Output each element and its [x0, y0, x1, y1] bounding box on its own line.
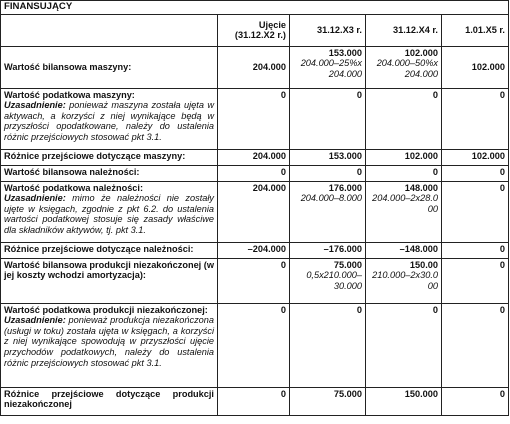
cell — [442, 181, 509, 242]
value: 150.000 — [404, 388, 438, 399]
row-label: Wartość bilansowa maszyny: — [1, 46, 218, 88]
cell — [366, 242, 442, 258]
cell — [290, 242, 366, 258]
header-col-2: 31.12.X3 r. — [290, 14, 366, 46]
formula: 204.000–50%x 204.000 — [376, 58, 438, 79]
cell — [366, 88, 442, 149]
cell — [290, 181, 366, 242]
cell — [290, 258, 366, 303]
value: 176.000 — [328, 182, 362, 193]
value: 75.000 — [333, 388, 362, 399]
value: 0 — [499, 243, 505, 254]
header-col-1: Ujęcie (31.12.X2 r.) — [218, 14, 290, 46]
cell — [366, 165, 442, 181]
value: 0 — [280, 259, 286, 270]
cell — [218, 88, 290, 149]
formula: 0,5x210.000–30.000 — [306, 270, 362, 291]
formula: 204.000–8.000 — [300, 193, 362, 204]
value: 102.000 — [471, 150, 505, 161]
value: 0 — [356, 89, 362, 100]
cell — [290, 303, 366, 387]
row-label-block — [1, 88, 218, 149]
row-wip-tax-value — [1, 303, 509, 387]
row-machine-book-value — [1, 46, 509, 88]
cell — [442, 303, 509, 387]
value: 75.000 — [333, 259, 362, 270]
cell — [442, 258, 509, 303]
cell — [442, 88, 509, 149]
value: 0 — [499, 304, 505, 315]
cell — [442, 387, 509, 415]
cell — [290, 387, 366, 415]
value: 204.000 — [252, 182, 286, 193]
row-label: Wartość podatkowa produkcji niezakończonej: — [4, 304, 208, 315]
justification-text: ponieważ maszyna została ujęta w aktywach, a korzyści z niej wynikające będą w przyszłości opodatkowane, należy do ustalenia różnic przejściowych stosować pkt 3.1. — [4, 100, 214, 142]
row-receivables-book-value — [1, 165, 509, 181]
cell — [366, 258, 442, 303]
header-empty-cell — [1, 14, 218, 46]
row-label: Wartość bilansowa należności: — [1, 165, 218, 181]
value: –148.000 — [399, 243, 438, 254]
formula: 204.000–2x28.0 00 — [372, 193, 438, 214]
cell — [442, 149, 509, 165]
value: 0 — [280, 89, 286, 100]
cell — [218, 165, 290, 181]
value: 0 — [432, 166, 438, 177]
value: 0 — [499, 182, 505, 193]
header-row — [1, 14, 509, 46]
cell — [290, 165, 366, 181]
row-receivables-tax-value — [1, 181, 509, 242]
cell — [218, 387, 290, 415]
row-label: Różnice przejściowe dotyczące należności: — [1, 242, 218, 258]
value: –204.000 — [247, 243, 286, 254]
value: 0 — [356, 166, 362, 177]
row-label: Różnice przejściowe dotyczące produkcji niezakończonej — [1, 387, 218, 415]
value: 0 — [499, 388, 505, 399]
cell — [366, 46, 442, 88]
row-label: Wartość bilansowa produkcji niezakończonej (w jej koszty wchodzi amortyzacja): — [1, 258, 218, 303]
header-col-4: 1.01.X5 r. — [442, 14, 509, 46]
header-col-3: 31.12.X4 r. — [366, 14, 442, 46]
formula: 210.000–2x30.0 00 — [372, 270, 438, 291]
value: 0 — [356, 304, 362, 315]
justification-label: Uzasadnienie: — [4, 100, 66, 111]
cell — [218, 46, 290, 88]
row-label-block — [1, 181, 218, 242]
value: 0 — [499, 259, 505, 270]
cell — [218, 242, 290, 258]
cell — [366, 387, 442, 415]
cell — [218, 258, 290, 303]
row-machine-tax-value — [1, 88, 509, 149]
title-row — [1, 1, 509, 15]
row-label-block — [1, 303, 218, 387]
row-label: Wartość podatkowa należności: — [4, 182, 144, 193]
formula: 204.000–25%x 204.000 — [300, 58, 362, 79]
cell — [366, 181, 442, 242]
value: 153.000 — [328, 47, 362, 58]
value: –176.000 — [323, 243, 362, 254]
value: 204.000 — [252, 150, 286, 161]
row-wip-temp-diff — [1, 387, 509, 415]
justification-text: mimo że należności nie zostały ujęte w księgach, zgodnie z pkt 6.2. do ustalenia wartości podatkowej stosuje się zasady właściwe dla składników aktywów, tj. pkt 3.1. — [4, 193, 214, 235]
value: 0 — [432, 89, 438, 100]
cell — [366, 149, 442, 165]
value: 0 — [280, 388, 286, 399]
value: 204.000 — [252, 61, 286, 72]
cell — [442, 242, 509, 258]
cell — [218, 303, 290, 387]
cell — [290, 88, 366, 149]
cell — [366, 303, 442, 387]
row-machine-temp-diff — [1, 149, 509, 165]
cell — [442, 46, 509, 88]
value: 102.000 — [404, 150, 438, 161]
justification-label: Uzasadnienie: — [4, 315, 66, 326]
table-title: FINANSUJĄCY — [1, 1, 509, 15]
cell — [218, 149, 290, 165]
row-label: Wartość podatkowa maszyny: — [4, 89, 135, 100]
value: 102.000 — [471, 61, 505, 72]
value: 153.000 — [328, 150, 362, 161]
cell — [290, 46, 366, 88]
cell — [442, 165, 509, 181]
value: 148.000 — [404, 182, 438, 193]
value: 0 — [280, 166, 286, 177]
row-wip-book-value — [1, 258, 509, 303]
cell — [218, 181, 290, 242]
value: 102.000 — [404, 47, 438, 58]
value: 0 — [499, 166, 505, 177]
value: 0 — [432, 304, 438, 315]
value: 0 — [280, 304, 286, 315]
cell — [290, 149, 366, 165]
value: 0 — [499, 89, 505, 100]
row-label: Różnice przejściowe dotyczące maszyny: — [1, 149, 218, 165]
row-receivables-temp-diff — [1, 242, 509, 258]
justification-text: ponieważ produkcja niezakończona (usługi w toku) została ujęta w księgach, a korzyści z niej wynikające spowodują w przyszłości ujęcie przychodów podatkowych, należy do ustalenia różnic przejściowych stosować pkt 3.1. — [4, 315, 214, 368]
justification-label: Uzasadnienie: — [4, 193, 66, 204]
value: 150.00 — [409, 259, 438, 270]
